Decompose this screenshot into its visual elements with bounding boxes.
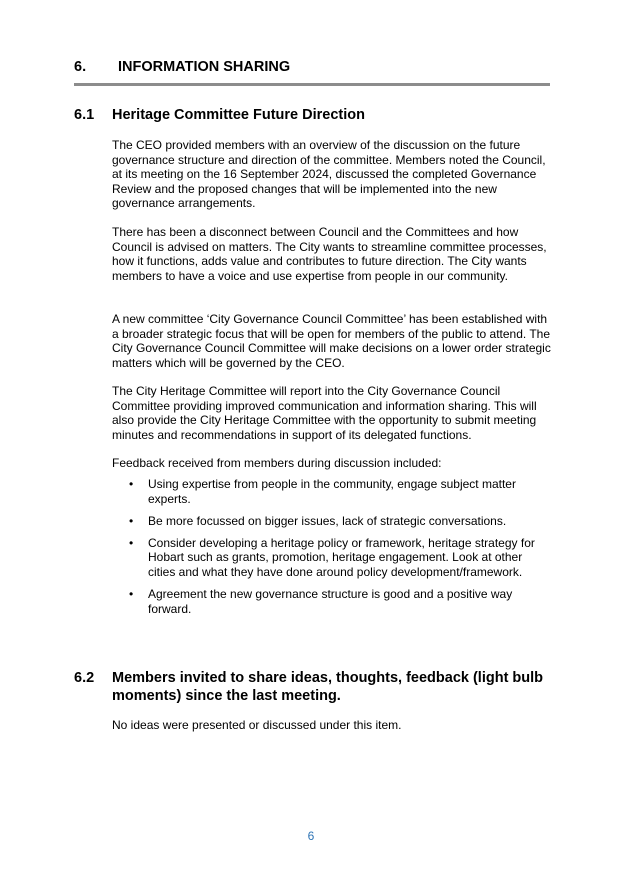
paragraph: The CEO provided members with an overview of the discussion on the future governance structure and direction of the committee. Members noted the Council, at its meeting on the 16 September 2024, discussed the completed Governance Review and the proposed changes that will be implemented into the new governance arrangements. xyxy=(112,138,546,211)
list-item xyxy=(112,514,552,529)
bullet-icon: • xyxy=(129,477,134,491)
list-item xyxy=(112,477,552,506)
subsection-number: 6.2 xyxy=(74,670,95,686)
page-number: 6 xyxy=(307,829,315,843)
paragraph: The City Heritage Committee will report into the City Governance Council Committee providing improved communication and information sharing. This will also provide the City Heritage Committee with the opportunity to submit meeting minutes and recommendations in support of its delegated functions. xyxy=(112,384,537,442)
section-rule xyxy=(74,83,550,86)
paragraph: Feedback received from members during discussion included: xyxy=(112,456,442,470)
list-item xyxy=(112,536,552,580)
list-item xyxy=(112,587,552,616)
section-number: 6. xyxy=(74,59,87,75)
subsection-heading-6-1 xyxy=(74,107,552,125)
paragraph: There has been a disconnect between Council and the Committees and how Council is advised on matters. The City wants to streamline committee processes, how it functions, adds value and contributes to future direction. The City wants members to have a voice and use expertise from people in our community. xyxy=(112,225,547,283)
bullet-icon: • xyxy=(129,535,134,550)
feedback-list xyxy=(112,477,552,624)
subsection-number: 6.1 xyxy=(74,107,95,123)
section-heading xyxy=(74,59,290,75)
subsection-heading-6-2 xyxy=(74,670,552,705)
bullet-icon: • xyxy=(129,587,134,602)
paragraph: A new committee ‘City Governance Council Committee’ has been established with a broader strategic focus that will be open for members of the public to attend. The City Governance Council Committee will make decisions on a lower order strategic matters which will be governed by the CEO. xyxy=(112,312,551,370)
list-item-text: Agreement the new governance structure is good and a positive way forward. xyxy=(148,587,513,616)
section-title: INFORMATION SHARING xyxy=(118,59,291,75)
paragraph: No ideas were presented or discussed under this item. xyxy=(112,718,402,732)
subsection-title: Members invited to share ideas, thoughts, feedback (light bulb moments) since the last meeting. xyxy=(112,670,544,704)
list-item-text: Using expertise from people in the community, engage subject matter experts. xyxy=(148,477,516,506)
list-item-text: Be more focussed on bigger issues, lack of strategic conversations. xyxy=(148,513,507,528)
bullet-icon: • xyxy=(129,513,134,528)
subsection-title: Heritage Committee Future Direction xyxy=(112,107,365,123)
list-item-text: Consider developing a heritage policy or framework, heritage strategy for Hobart such as grants, promotion, heritage engagement. Look at other cities and what they have done around policy development/framework. xyxy=(148,535,535,579)
